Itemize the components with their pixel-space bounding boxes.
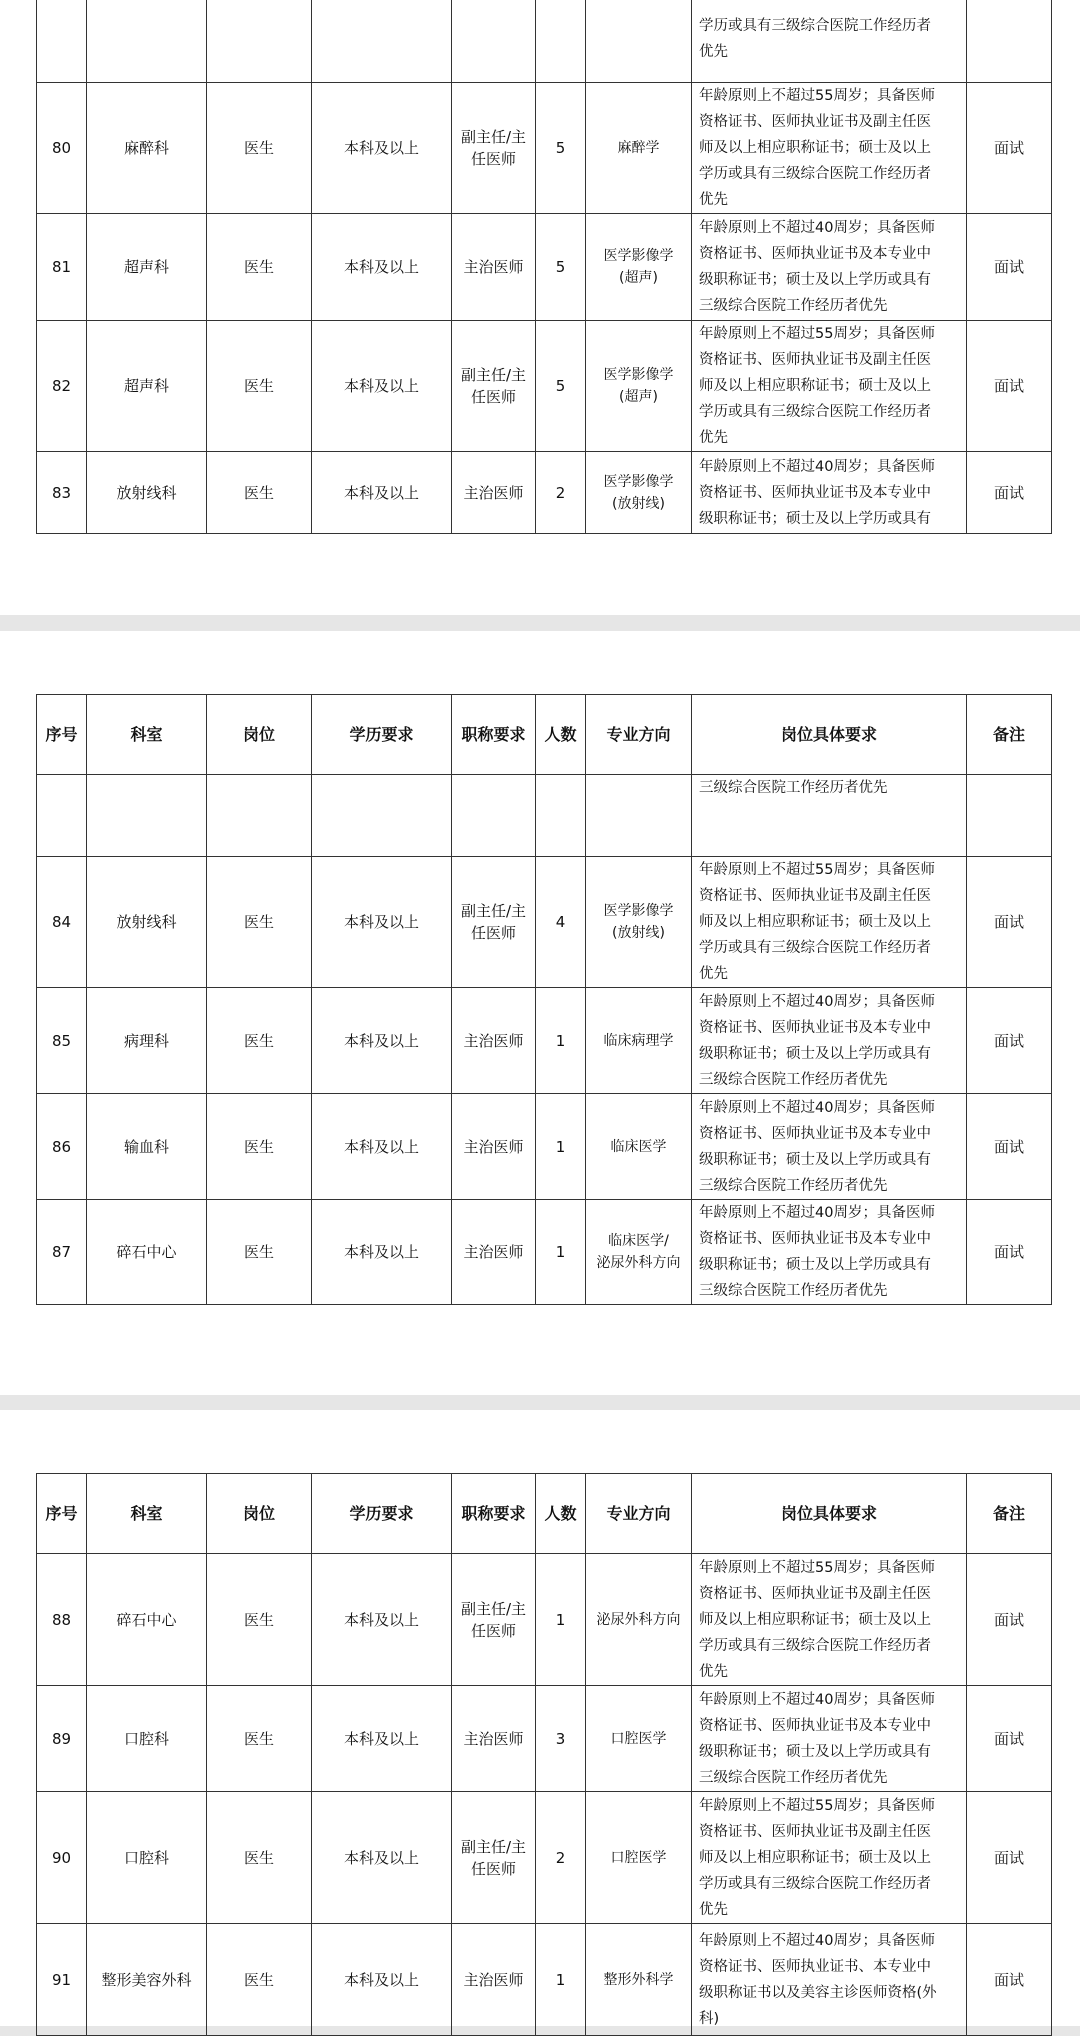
- major-cell: [586, 1924, 692, 2036]
- row-number: 91: [37, 1924, 87, 2036]
- education-cell: 本科及以上: [312, 214, 452, 321]
- empty-cell: [312, 775, 452, 857]
- cell-line: 副主任/主: [460, 902, 527, 920]
- count-cell: 3: [536, 1686, 586, 1792]
- header-cell: 职称要求: [452, 695, 536, 775]
- table-row: [37, 1686, 1052, 1792]
- continuation-row: [37, 0, 1052, 83]
- cell-line: 学历或具有三级综合医院工作经历者: [699, 18, 931, 34]
- note-cell: 面试: [967, 1554, 1052, 1686]
- cell-line: 资格证书、医师执业证书及本专业中: [699, 484, 931, 501]
- cell-line: 主治医师: [463, 483, 524, 502]
- title-cell: [452, 1792, 536, 1924]
- header-cell: 岗位具体要求: [692, 1474, 967, 1554]
- header-cell: 学历要求: [312, 695, 452, 775]
- post-cell: 医生: [207, 321, 312, 452]
- major-cell: [586, 1094, 692, 1200]
- cell-line: 副主任/主: [460, 366, 527, 384]
- table-row: [37, 1094, 1052, 1200]
- cell-line: 年龄原则上不超过55周岁；具备医师: [699, 1797, 935, 1814]
- post-cell: 医生: [207, 1094, 312, 1200]
- education-cell: 本科及以上: [312, 452, 452, 534]
- cell-line: 三级综合医院工作经历者优先: [699, 298, 888, 314]
- row-number: 87: [37, 1200, 87, 1305]
- count-cell: 2: [536, 452, 586, 534]
- cell-line: 泌尿外科方向: [596, 1611, 681, 1628]
- cell-line: 资格证书、医师执业证书及本专业中: [699, 1231, 931, 1247]
- major-cell: [586, 452, 692, 534]
- education-cell: 本科及以上: [312, 988, 452, 1094]
- requirements-cell: [692, 1686, 967, 1792]
- cell-line: 级职称证书；硕士及以上学历或具有: [699, 510, 931, 527]
- header-cell: 岗位: [207, 1474, 312, 1554]
- table-row: [37, 1924, 1052, 2036]
- header-cell: 学历要求: [312, 1474, 452, 1554]
- cell-line: 级职称证书；硕士及以上学历或具有: [699, 1743, 931, 1760]
- cell-line: (超声): [619, 270, 658, 286]
- cell-line: 级职称证书；硕士及以上学历或具有: [699, 1257, 931, 1273]
- table-page-1: [36, 0, 1052, 534]
- row-number: 86: [37, 1094, 87, 1200]
- cell-line: 优先: [699, 430, 728, 446]
- cell-line: 临床医学: [610, 1138, 667, 1155]
- cell-line: 优先: [699, 1663, 728, 1680]
- cell-line: 主治医师: [463, 1729, 524, 1748]
- note-cell: 面试: [967, 857, 1052, 988]
- header-cell: 备注: [967, 1474, 1052, 1554]
- post-cell: 医生: [207, 1924, 312, 2036]
- cell-line: 任医师: [470, 150, 516, 168]
- cell-line: 学历或具有三级综合医院工作经历者: [699, 166, 931, 182]
- requirements-cell: [692, 1200, 967, 1305]
- empty-cell: [312, 0, 452, 83]
- cell-line: 年龄原则上不超过40周岁；具备医师: [699, 1932, 935, 1949]
- cell-line: 师及以上相应职称证书；硕士及以上: [699, 914, 931, 930]
- continuation-row: [37, 775, 1052, 857]
- header-cell: 职称要求: [452, 1474, 536, 1554]
- empty-cell: [207, 775, 312, 857]
- cell-line: 资格证书、医师执业证书及副主任医: [699, 1823, 931, 1840]
- table-row: [37, 321, 1052, 452]
- cell-line: 临床病理学: [603, 1032, 674, 1049]
- post-cell: 医生: [207, 1792, 312, 1924]
- post-cell: 医生: [207, 83, 312, 214]
- row-number: 89: [37, 1686, 87, 1792]
- education-cell: 本科及以上: [312, 321, 452, 452]
- cell-line: 师及以上相应职称证书；硕士及以上: [699, 1611, 931, 1628]
- major-cell: [586, 1686, 692, 1792]
- table-row: [37, 1200, 1052, 1305]
- major-cell: [586, 1200, 692, 1305]
- row-number: 85: [37, 988, 87, 1094]
- department-cell: 碎石中心: [87, 1554, 207, 1686]
- cell-line: 资格证书、医师执业证书及本专业中: [699, 1717, 931, 1734]
- header-cell: 序号: [37, 1474, 87, 1554]
- post-cell: 医生: [207, 452, 312, 534]
- major-cell: [586, 857, 692, 988]
- note-cell: 面试: [967, 988, 1052, 1094]
- department-cell: 口腔科: [87, 1792, 207, 1924]
- note-cell: 面试: [967, 1200, 1052, 1305]
- requirements-cell: [692, 1554, 967, 1686]
- title-cell: [452, 1200, 536, 1305]
- empty-cell: [536, 0, 586, 83]
- education-cell: 本科及以上: [312, 1686, 452, 1792]
- header-row: [37, 695, 1052, 775]
- post-cell: 医生: [207, 988, 312, 1094]
- department-cell: 输血科: [87, 1094, 207, 1200]
- empty-cell: [586, 0, 692, 83]
- requirements-cell: [692, 857, 967, 988]
- education-cell: 本科及以上: [312, 1924, 452, 2036]
- count-cell: 5: [536, 321, 586, 452]
- cell-line: 年龄原则上不超过40周岁；具备医师: [699, 1691, 935, 1708]
- count-cell: 1: [536, 1094, 586, 1200]
- title-cell: [452, 452, 536, 534]
- header-cell: 专业方向: [586, 1474, 692, 1554]
- empty-cell: [536, 775, 586, 857]
- post-cell: 医生: [207, 1200, 312, 1305]
- cell-line: 临床医学/: [608, 1233, 669, 1249]
- requirements-cell: [692, 1792, 967, 1924]
- cell-line: 学历或具有三级综合医院工作经历者: [699, 1637, 931, 1654]
- cell-line: 副主任/主: [460, 1599, 527, 1618]
- cell-line: 口腔医学: [610, 1730, 667, 1747]
- title-cell: [452, 1924, 536, 2036]
- cell-line: 资格证书、医师执业证书及本专业中: [699, 1125, 931, 1142]
- department-cell: 超声科: [87, 214, 207, 321]
- cell-line: 任医师: [470, 924, 516, 942]
- cell-line: 级职称证书；硕士及以上学历或具有: [699, 1045, 931, 1062]
- requirements-cell: [692, 321, 967, 452]
- cell-line: 级职称证书以及美容主诊医师资格(外: [699, 1984, 937, 2001]
- page-1: [0, 0, 1080, 615]
- cell-line: 主治医师: [463, 1137, 524, 1156]
- header-cell: 人数: [536, 1474, 586, 1554]
- requirements-cell: [692, 775, 967, 857]
- cell-line: 主治医师: [463, 1243, 524, 1261]
- empty-cell: [586, 775, 692, 857]
- count-cell: 5: [536, 214, 586, 321]
- row-number: 83: [37, 452, 87, 534]
- empty-cell: [967, 775, 1052, 857]
- education-cell: 本科及以上: [312, 857, 452, 988]
- department-cell: 碎石中心: [87, 1200, 207, 1305]
- table-row: [37, 1554, 1052, 1686]
- cell-line: 三级综合医院工作经历者优先: [699, 780, 888, 796]
- cell-line: 年龄原则上不超过40周岁；具备医师: [699, 220, 935, 236]
- cell-line: 主治医师: [463, 1970, 524, 1989]
- cell-line: 主治医师: [463, 258, 524, 276]
- post-cell: 医生: [207, 857, 312, 988]
- cell-line: (放射线): [612, 495, 665, 512]
- cell-line: 三级综合医院工作经历者优先: [699, 1283, 888, 1299]
- major-cell: [586, 1554, 692, 1686]
- cell-line: 副主任/主: [460, 128, 527, 146]
- cell-line: 麻醉学: [617, 140, 660, 156]
- cell-line: 三级综合医院工作经历者优先: [699, 1769, 888, 1786]
- row-number: 80: [37, 83, 87, 214]
- empty-cell: [37, 775, 87, 857]
- major-cell: [586, 214, 692, 321]
- department-cell: 放射线科: [87, 452, 207, 534]
- post-cell: 医生: [207, 214, 312, 321]
- count-cell: 1: [536, 988, 586, 1094]
- cell-line: 任医师: [470, 1621, 516, 1640]
- empty-cell: [207, 0, 312, 83]
- title-cell: [452, 1554, 536, 1686]
- requirements-cell: [692, 83, 967, 214]
- count-cell: 1: [536, 1200, 586, 1305]
- cell-line: 医学影像学: [603, 473, 674, 490]
- requirements-cell: [692, 214, 967, 321]
- note-cell: 面试: [967, 1686, 1052, 1792]
- cell-line: (超声): [619, 389, 658, 405]
- note-cell: 面试: [967, 452, 1052, 534]
- cell-line: 任医师: [470, 388, 516, 406]
- header-cell: 专业方向: [586, 695, 692, 775]
- major-cell: [586, 83, 692, 214]
- department-cell: 口腔科: [87, 1686, 207, 1792]
- requirements-cell: [692, 452, 967, 534]
- header-cell: 备注: [967, 695, 1052, 775]
- row-number: 84: [37, 857, 87, 988]
- cell-line: 年龄原则上不超过55周岁；具备医师: [699, 1559, 935, 1576]
- department-cell: 整形美容外科: [87, 1924, 207, 2036]
- title-cell: [452, 1686, 536, 1792]
- count-cell: 2: [536, 1792, 586, 1924]
- department-cell: 病理科: [87, 988, 207, 1094]
- empty-cell: [37, 0, 87, 83]
- header-cell: 科室: [87, 1474, 207, 1554]
- post-cell: 医生: [207, 1554, 312, 1686]
- count-cell: 4: [536, 857, 586, 988]
- cell-line: 任医师: [470, 1859, 516, 1878]
- empty-cell: [87, 0, 207, 83]
- cell-line: 资格证书、医师执业证书及副主任医: [699, 1585, 931, 1602]
- department-cell: 麻醉科: [87, 83, 207, 214]
- header-cell: 人数: [536, 695, 586, 775]
- cell-line: 学历或具有三级综合医院工作经历者: [699, 1875, 931, 1892]
- table-page-3: [36, 1473, 1052, 2036]
- page-2: [0, 631, 1080, 1395]
- row-number: 88: [37, 1554, 87, 1686]
- count-cell: 1: [536, 1924, 586, 2036]
- row-number: 82: [37, 321, 87, 452]
- requirements-cell: [692, 1094, 967, 1200]
- cell-line: 级职称证书；硕士及以上学历或具有: [699, 272, 931, 288]
- cell-line: 师及以上相应职称证书；硕士及以上: [699, 140, 931, 156]
- cell-line: 师及以上相应职称证书；硕士及以上: [699, 1849, 931, 1866]
- count-cell: 1: [536, 1554, 586, 1686]
- cell-line: 优先: [699, 192, 728, 208]
- table-row: [37, 1792, 1052, 1924]
- title-cell: [452, 988, 536, 1094]
- empty-cell: [452, 0, 536, 83]
- cell-line: 资格证书、医师执业证书及本专业中: [699, 246, 931, 262]
- cell-line: 资格证书、医师执业证书及副主任医: [699, 352, 931, 368]
- cell-line: 副主任/主: [460, 1837, 527, 1856]
- education-cell: 本科及以上: [312, 83, 452, 214]
- major-cell: [586, 1792, 692, 1924]
- cell-line: 师及以上相应职称证书；硕士及以上: [699, 378, 931, 394]
- cell-line: (放射线): [612, 925, 665, 941]
- row-number: 90: [37, 1792, 87, 1924]
- title-cell: [452, 214, 536, 321]
- requirements-cell: [692, 1924, 967, 2036]
- cell-line: 主治医师: [463, 1031, 524, 1050]
- cell-line: 资格证书、医师执业证书及本专业中: [699, 1019, 931, 1036]
- cell-line: 年龄原则上不超过40周岁；具备医师: [699, 458, 935, 475]
- header-row: [37, 1474, 1052, 1554]
- cell-line: 资格证书、医师执业证书及副主任医: [699, 888, 931, 904]
- header-cell: 岗位: [207, 695, 312, 775]
- table-row: [37, 857, 1052, 988]
- table-row: [37, 452, 1052, 534]
- education-cell: 本科及以上: [312, 1200, 452, 1305]
- note-cell: 面试: [967, 321, 1052, 452]
- title-cell: [452, 857, 536, 988]
- education-cell: 本科及以上: [312, 1094, 452, 1200]
- count-cell: 5: [536, 83, 586, 214]
- cell-line: 年龄原则上不超过40周岁；具备医师: [699, 1099, 935, 1116]
- header-cell: 科室: [87, 695, 207, 775]
- cell-line: 级职称证书；硕士及以上学历或具有: [699, 1151, 931, 1168]
- major-cell: [586, 321, 692, 452]
- requirements-cell: [692, 0, 967, 83]
- title-cell: [452, 1094, 536, 1200]
- table-page-2: [36, 694, 1052, 1305]
- cell-line: 医学影像学: [603, 903, 674, 919]
- cell-line: 资格证书、医师执业证书及副主任医: [699, 114, 931, 130]
- cell-line: 医学影像学: [603, 248, 674, 264]
- cell-line: 年龄原则上不超过55周岁；具备医师: [699, 862, 935, 878]
- note-cell: 面试: [967, 83, 1052, 214]
- education-cell: 本科及以上: [312, 1554, 452, 1686]
- page-3: [0, 1410, 1080, 2026]
- row-number: 81: [37, 214, 87, 321]
- cell-line: 优先: [699, 44, 728, 60]
- cell-line: 资格证书、医师执业证书、本专业中: [699, 1958, 931, 1975]
- department-cell: 超声科: [87, 321, 207, 452]
- table-row: [37, 83, 1052, 214]
- note-cell: 面试: [967, 214, 1052, 321]
- post-cell: 医生: [207, 1686, 312, 1792]
- title-cell: [452, 83, 536, 214]
- note-cell: 面试: [967, 1924, 1052, 2036]
- header-cell: 岗位具体要求: [692, 695, 967, 775]
- cell-line: 医学影像学: [603, 367, 674, 383]
- cell-line: 年龄原则上不超过40周岁；具备医师: [699, 1205, 935, 1221]
- cell-line: 年龄原则上不超过55周岁；具备医师: [699, 326, 935, 342]
- cell-line: 口腔医学: [610, 1849, 667, 1866]
- cell-line: 整形外科学: [603, 1971, 674, 1988]
- cell-line: 年龄原则上不超过40周岁；具备医师: [699, 993, 935, 1010]
- empty-cell: [87, 775, 207, 857]
- header-cell: 序号: [37, 695, 87, 775]
- major-cell: [586, 988, 692, 1094]
- cell-line: 科): [699, 2010, 720, 2027]
- note-cell: 面试: [967, 1792, 1052, 1924]
- table-row: [37, 214, 1052, 321]
- cell-line: 优先: [699, 966, 728, 982]
- cell-line: 年龄原则上不超过55周岁；具备医师: [699, 88, 935, 104]
- department-cell: 放射线科: [87, 857, 207, 988]
- cell-line: 学历或具有三级综合医院工作经历者: [699, 404, 931, 420]
- cell-line: 三级综合医院工作经历者优先: [699, 1177, 888, 1194]
- cell-line: 优先: [699, 1901, 728, 1918]
- note-cell: 面试: [967, 1094, 1052, 1200]
- table-row: [37, 988, 1052, 1094]
- cell-line: 泌尿外科方向: [596, 1255, 681, 1271]
- education-cell: 本科及以上: [312, 1792, 452, 1924]
- empty-cell: [452, 775, 536, 857]
- cell-line: 三级综合医院工作经历者优先: [699, 1071, 888, 1088]
- title-cell: [452, 321, 536, 452]
- cell-line: 学历或具有三级综合医院工作经历者: [699, 940, 931, 956]
- requirements-cell: [692, 988, 967, 1094]
- empty-cell: [967, 0, 1052, 83]
